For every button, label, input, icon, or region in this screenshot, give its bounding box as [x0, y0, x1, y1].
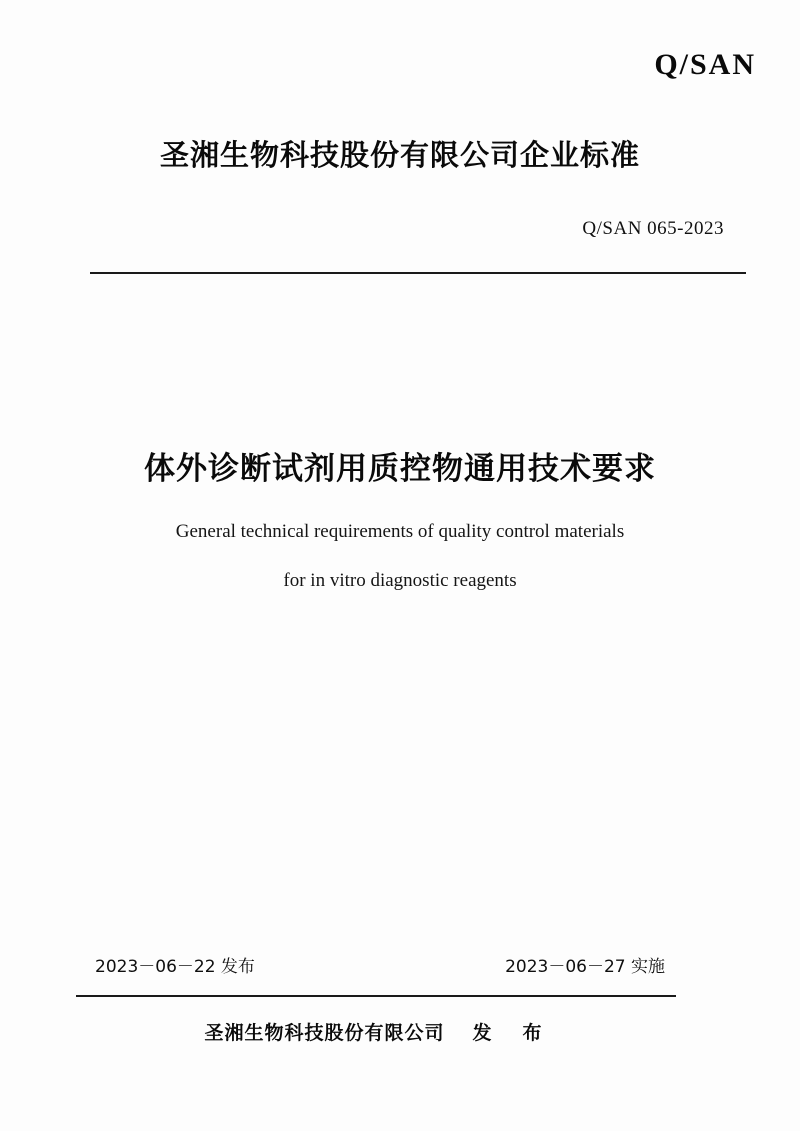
english-title-line-1: General technical requirements of quality control materials	[175, 521, 625, 542]
top-divider	[90, 272, 746, 274]
publisher-line	[76, 1018, 676, 1045]
page-title: 体外诊断试剂用质控物通用技术要求	[144, 451, 656, 487]
english-title-line-2: for in vitro diagnostic reagents	[283, 570, 517, 591]
implementation-date: 2023－06－27 实施	[505, 957, 665, 977]
publisher-action: 发 布	[472, 1022, 548, 1044]
bottom-divider	[76, 995, 676, 997]
date-row	[95, 952, 665, 977]
company-logo: Q/SAN	[654, 48, 756, 81]
issue-date: 2023－06－22 发布	[95, 957, 255, 977]
publisher-name: 圣湘生物科技股份有限公司	[204, 1022, 445, 1044]
standard-title: 圣湘生物科技股份有限公司企业标准	[159, 138, 640, 172]
standard-number: Q/SAN 065-2023	[582, 218, 724, 239]
